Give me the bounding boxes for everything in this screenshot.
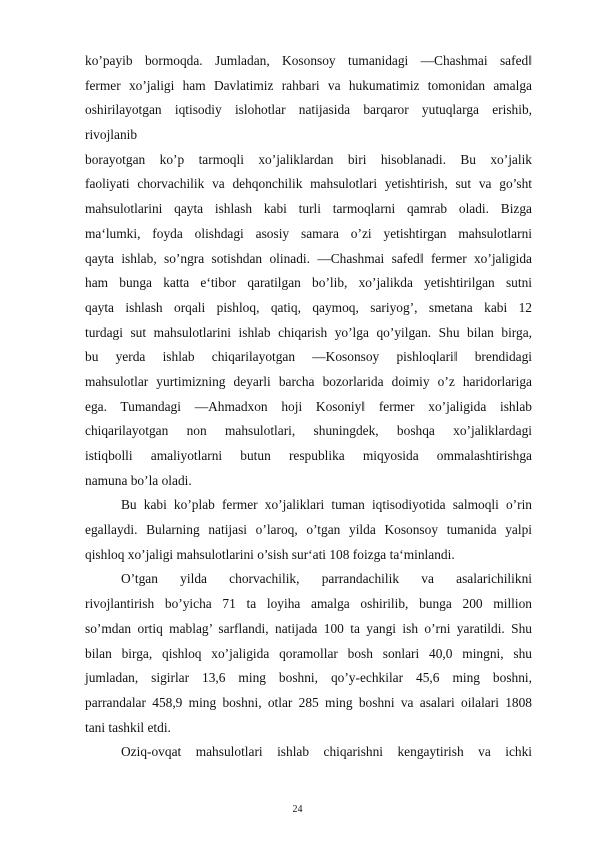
text-line: ega. Tumandagi ―Ahmadxon hoji Kosoniy‖ fermer xo’jaligida ishlab bbox=[85, 398, 532, 414]
text-line: ma‘lumki, foyda olishdagi asosiy samara o’zi yetishtirgan mahsulotlarni bbox=[85, 225, 532, 241]
text-line: jumladan, sigirlar 13,6 ming boshni, qo’y-echkilar 45,6 ming boshni, bbox=[85, 670, 532, 686]
text-line: rivojlantirish bo’yicha 71 ta loyiha amalga oshirilib, bunga 200 million bbox=[85, 596, 532, 612]
text-line: bilan birga, qishloq xo’jaligida qoramollar bosh sonlari 40,0 mingni, shu bbox=[85, 645, 532, 661]
text-line: egallaydi. Bularning natijasi o’laroq, o’tgan yilda Kosonsoy tumanida yalpi bbox=[85, 522, 532, 538]
text-line: fermer xo’jaligi ham Davlatimiz rahbari va hukumatimiz tomonidan amalga bbox=[85, 77, 532, 93]
text-line: tani tashkil etdi. bbox=[85, 719, 171, 735]
text-line: chiqarilayotgan non mahsulotlari, shuningdek, boshqa xo’jaliklardagi bbox=[85, 423, 532, 439]
text-line: ko’payib bormoqda. Jumladan, Kosonsoy tumanidagi ―Chashmai safed‖ bbox=[85, 53, 532, 68]
text-line: qayta ishlash orqali pishloq, qatiq, qaymoq, sariyog’, smetana kabi 12 bbox=[85, 299, 532, 315]
text-line: mahsulotlar yurtimizning deyarli barcha bozorlarida doimiy o’z haridorlariga bbox=[85, 373, 532, 389]
text-line: so’mdan ortiq mablag’ sarflandi, natijada 100 ta yangi ish o’rni yaratildi. Shu bbox=[85, 620, 532, 636]
page-number: 24 bbox=[292, 804, 303, 815]
text-line: bu yerda ishlab chiqarilayotgan ―Kosonsoy pishloqlari‖ brendidagi bbox=[85, 349, 532, 365]
body-text bbox=[85, 49, 532, 765]
text-line: faoliyati chorvachilik va dehqonchilik mahsulotlari yetishtirish, sut va go’sht bbox=[85, 176, 532, 192]
text-line: qishloq xo’jaligi mahsulotlarini o’sish sur‘ati 108 foizga ta‘minlandi. bbox=[85, 546, 455, 562]
text-line: oshirilayotgan iqtisodiy islohotlar natijasida barqaror yutuqlarga erishib, bbox=[85, 102, 532, 118]
text-line: mahsulotlarini qayta ishlash kabi turli tarmoqlarni qamrab oladi. Bizga bbox=[85, 201, 532, 217]
text-line: Bu kabi ko’plab fermer xo’jaliklari tuman iqtisodiyotida salmoqli o’rin bbox=[121, 497, 532, 513]
text-line: qayta ishlab, so’ngra sotishdan olinadi. ―Chashmai safed‖ fermer xo’jaligida bbox=[85, 250, 532, 266]
text-line: rivojlanib bbox=[85, 127, 138, 143]
text-line: borayotgan ko’p tarmoqli xo’jaliklardan biri hisoblanadi. Bu xo’jalik bbox=[85, 151, 532, 167]
text-line: O’tgan yilda chorvachilik, parrandachilik va asalarichilikni bbox=[121, 571, 532, 587]
text-line: istiqbolli amaliyotlarni butun respublika miqyosida ommalashtirishga bbox=[85, 448, 532, 463]
text-line: parrandalar 458,9 ming boshni, otlar 285 ming boshni va asalari oilalari 1808 bbox=[85, 694, 532, 710]
text-line: turdagi sut mahsulotlarini ishlab chiqarish yo’lga qo’yilgan. Shu bilan birga, bbox=[85, 324, 532, 340]
text-line: ham bunga katta e‘tibor qaratilgan bo’lib, xo’jalikda yetishtirilgan sutni bbox=[85, 275, 532, 291]
text-line: namuna bo’la oladi. bbox=[85, 472, 192, 488]
text-line: Oziq-ovqat mahsulotlari ishlab chiqarishni kengaytirish va ichki bbox=[121, 744, 532, 760]
